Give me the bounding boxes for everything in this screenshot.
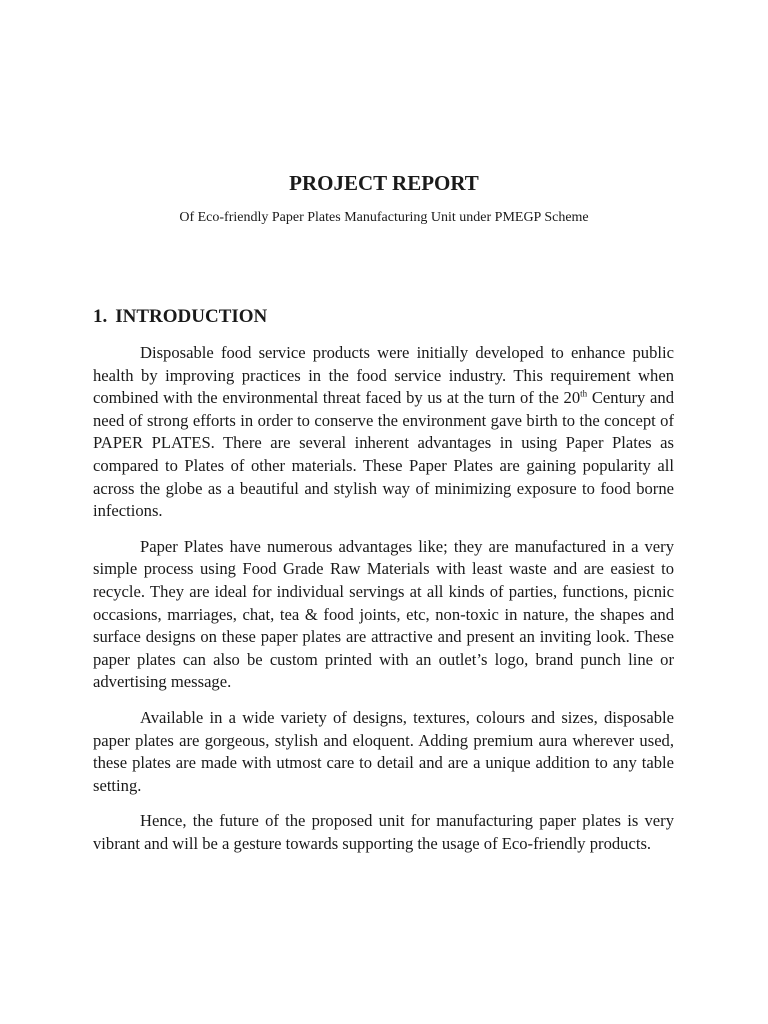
section-number: 1. [93,306,108,327]
superscript-th: th [580,388,588,399]
paragraph-2: Paper Plates have numerous advantages like; they are manufactured in a very simple process using Food Grade Raw Materials with least waste and are easiest to recycle. They are ideal for individual servings at all kinds of parties, functions, picnic occasions, marriages, chat, tea & food joints, etc, non-toxic in nature, the shapes and surface designs on these paper plates are attractive and present an inviting look. These paper plates can also be custom printed with an outlet’s logo, brand punch line or advertising message. [93,536,674,692]
report-title: PROJECT REPORT [289,171,479,195]
section-body [93,342,674,868]
report-subtitle: Of Eco-friendly Paper Plates Manufacturing Unit under PMEGP Scheme [179,210,589,225]
paragraph-1-part-2: Century and need of strong efforts in order to conserve the environment gave birth to the concept of PAPER PLATES. There are several inherent advantages in using Paper Plates as compared to Plates of other materials. These Paper Plates are gaining popularity all across the globe as a beautiful and stylish way of minimizing exposure to food borne infections. [93,388,674,521]
section-title: INTRODUCTION [115,306,268,327]
paragraph-3: Available in a wide variety of designs, textures, colours and sizes, disposable paper plates are gorgeous, stylish and eloquent. Adding premium aura wherever used, these plates are made with utmost care to detail and are a unique addition to any table setting. [93,707,674,795]
paragraph-1 [93,342,674,523]
paragraph-1-part-1: Disposable food service products were initially developed to enhance public health by improving practices in the food service industry. This requirement when combined with the environmental threat faced by us at the turn of the 20 [93,343,674,408]
paragraph-4: Hence, the future of the proposed unit for manufacturing paper plates is very vibrant and will be a gesture towards supporting the usage of Eco-friendly products. [93,811,674,853]
section-heading [93,305,267,329]
